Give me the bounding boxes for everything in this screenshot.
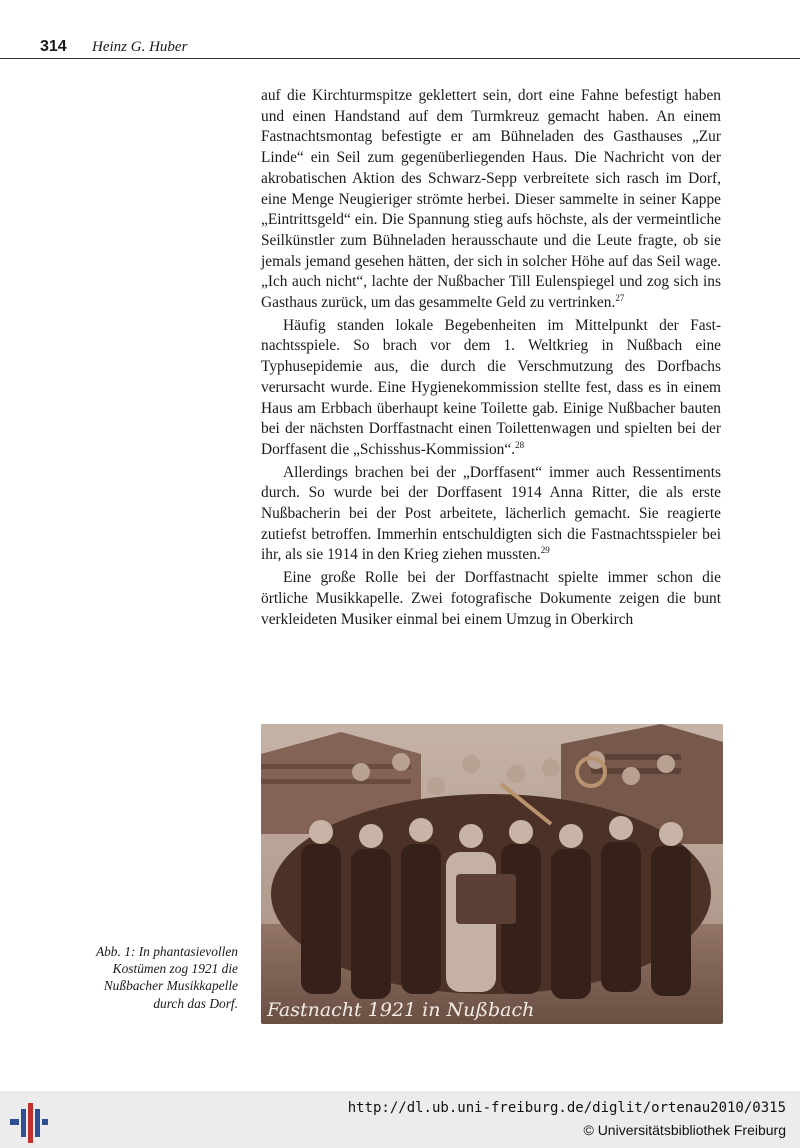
figure-caption: Abb. 1: In phantasievollen Kostümen zog 1921 die Nußbacher Musikkapelle durch das Dorf. bbox=[95, 944, 238, 1011]
library-logo-icon[interactable] bbox=[10, 1097, 48, 1143]
copyright-text: © Universitätsbibliothek Freiburg bbox=[583, 1122, 786, 1138]
paragraph-text: Allerdings brachen bei der „Dorffasent“ immer auch Ressentiments durch. So wurde bei der Dorffasent 1914 Anna Ritter, die als erste Nußbacherin bei der Post arbeitete, lächerlich gemacht. Sie reagierte zutiefst betroffen. Immerhin entschuldigten sich die Fastnachtsspieler bei ihr, als sie 1914 in den Krieg ziehen mussten. bbox=[261, 463, 721, 564]
photo-inscription: Fastnacht 1921 in Nußbach bbox=[267, 999, 535, 1021]
paragraph-3 bbox=[261, 463, 721, 567]
source-url-link[interactable]: http://dl.ub.uni-freiburg.de/diglit/ortenau2010/0315 bbox=[347, 1100, 786, 1116]
footnote-ref: 28 bbox=[515, 439, 525, 450]
footnote-ref: 27 bbox=[615, 292, 625, 303]
page-number: 314 bbox=[40, 38, 67, 55]
footer-bar bbox=[0, 1091, 800, 1148]
paragraph-4 bbox=[261, 568, 721, 630]
paragraph-text: auf die Kirchturmspitze geklettert sein, dort eine Fahne befestigt haben und einen Handstand auf dem Turmkreuz gemacht haben. An einem Fastnachtsmontag befestigte er am Bühneladen des Gasthauses „Zur Linde“ ein Seil zum gegenüberliegenden Haus. Die Nachricht von der akrobatischen Aktion des Schwarz-Sepp verbreitete sich rasch im Dorf, eine Menge Neugieriger strömte herbei. Dieser sammelte in seiner Kappe „Eintrittsgeld“ ein. Die Spannung stieg aufs höchste, als der vermeintliche Seilkünstler zum Bühneladen herausschaute und die Leute fragte, ob sie jemals jemand gesehen hätten, der sich in solcher Höhe auf das Seil wage. „Ich auch nicht“, lachte der Nußbacher Till Eulenspiegel und zog sich ins Gasthaus zurück, um das gesammelte Geld zu vertrinken. bbox=[261, 87, 721, 312]
footnote-ref: 29 bbox=[540, 545, 550, 556]
paragraph-text: Eine große Rolle bei der Dorffastnacht spielte immer schon die örtliche Musikkapelle. Zwei fotografische Dokumente zeigen die bunt verkleideten Musiker einmal bei einem Umzug in Oberkirch bbox=[261, 569, 721, 628]
header-rule bbox=[0, 58, 800, 59]
paragraph-1 bbox=[261, 86, 721, 314]
body-text bbox=[261, 86, 721, 630]
historical-photo bbox=[261, 724, 723, 1024]
paragraph-text: Häufig standen lokale Begebenheiten im Mittelpunkt der Fastnachtsspiele. So brach vor dem 1. Weltkrieg in Nußbach eine Typhusepidemie aus, die durch die Verschmutzung des Dorfbachs verursacht wurde. Eine Hygienekommission stellte fest, dass es in einem Haus am Erbbach überhaupt keine Toilette gab. Einige Nußbacher bauten bei der nächsten Dorffastnacht einen Toilettenwagen und spielten bei der Dorffasent die „Schisshus-Kommission“. bbox=[261, 316, 721, 458]
paragraph-2 bbox=[261, 316, 721, 461]
running-head-author: Heinz G. Huber bbox=[92, 39, 188, 55]
page-header bbox=[0, 0, 800, 58]
